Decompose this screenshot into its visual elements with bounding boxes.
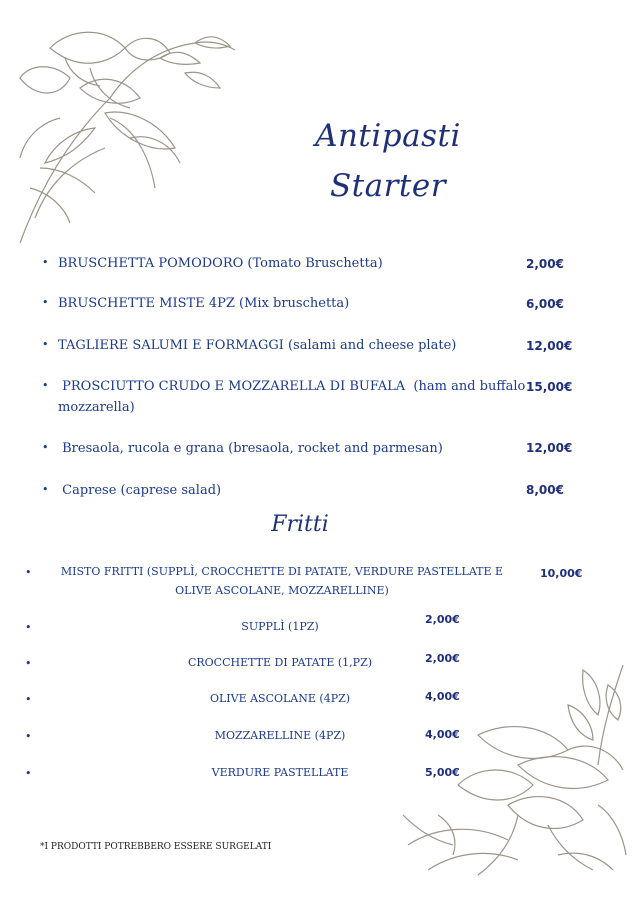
menu-item-price: 5,00€ xyxy=(425,766,460,779)
title-starter: Starter xyxy=(329,168,447,204)
menu-item-name: SUPPLÌ (1PZ) xyxy=(241,620,319,633)
menu-item-price: 8,00€ xyxy=(526,483,564,497)
menu-item-name: VERDURE PASTELLATE xyxy=(211,766,349,779)
menu-item-name: Bresaola, rucola e grana (bresaola, rocket and parmesan) xyxy=(58,441,443,456)
bullet: • xyxy=(42,379,49,392)
menu-item-price: 2,00€ xyxy=(526,257,564,271)
bullet: • xyxy=(42,441,49,454)
menu-item-price: 15,00€ xyxy=(526,380,573,394)
bullet: • xyxy=(25,566,32,579)
menu-item-price: 2,00€ xyxy=(425,613,460,626)
menu-item-name-continued: mozzarella) xyxy=(58,400,135,415)
lily-illustration-top-left xyxy=(10,18,245,248)
menu-item-price: 12,00€ xyxy=(526,339,573,353)
menu-item-price: 4,00€ xyxy=(425,728,460,741)
bullet: • xyxy=(42,483,49,496)
menu-item-price: 6,00€ xyxy=(526,297,564,311)
bullet: • xyxy=(42,296,49,309)
menu-item-name: TAGLIERE SALUMI E FORMAGGI (salami and cheese plate) xyxy=(58,338,457,353)
menu-item-name: BRUSCHETTE MISTE 4PZ (Mix bruschetta) xyxy=(58,296,350,311)
bullet: • xyxy=(25,730,32,743)
bullet: • xyxy=(42,338,49,351)
menu-item-name: BRUSCHETTA POMODORO (Tomato Bruschetta) xyxy=(58,256,383,271)
bullet: • xyxy=(25,767,32,780)
menu-item-price: 10,00€ xyxy=(540,567,583,580)
menu-item-name-continued: OLIVE ASCOLANE, MOZZARELLINE) xyxy=(175,584,389,597)
title-antipasti: Antipasti xyxy=(315,118,461,154)
footnote: *I PRODOTTI POTREBBERO ESSERE SURGELATI xyxy=(40,842,272,852)
menu-item-price: 12,00€ xyxy=(526,441,573,455)
menu-item-price: 4,00€ xyxy=(425,690,460,703)
title-fritti: Fritti xyxy=(271,512,329,537)
menu-item-price: 2,00€ xyxy=(425,652,460,665)
menu-item-name: CROCCHETTE DI PATATE (1,PZ) xyxy=(187,656,373,669)
menu-item-name: PROSCIUTTO CRUDO E MOZZARELLA DI BUFALA (ham and buffalo xyxy=(58,379,526,394)
bullet: • xyxy=(25,657,32,670)
bullet: • xyxy=(42,256,49,269)
bullet: • xyxy=(25,693,32,706)
menu-item-name: MOZZARELLINE (4PZ) xyxy=(214,729,346,742)
menu-item-name: OLIVE ASCOLANE (4PZ) xyxy=(209,692,351,705)
menu-item-name: MISTO FRITTI (SUPPLÌ, CROCCHETTE DI PATATE, VERDURE PASTELLATE E xyxy=(60,565,504,578)
menu-item-name: Caprese (caprese salad) xyxy=(58,483,222,498)
bullet: • xyxy=(25,621,32,634)
